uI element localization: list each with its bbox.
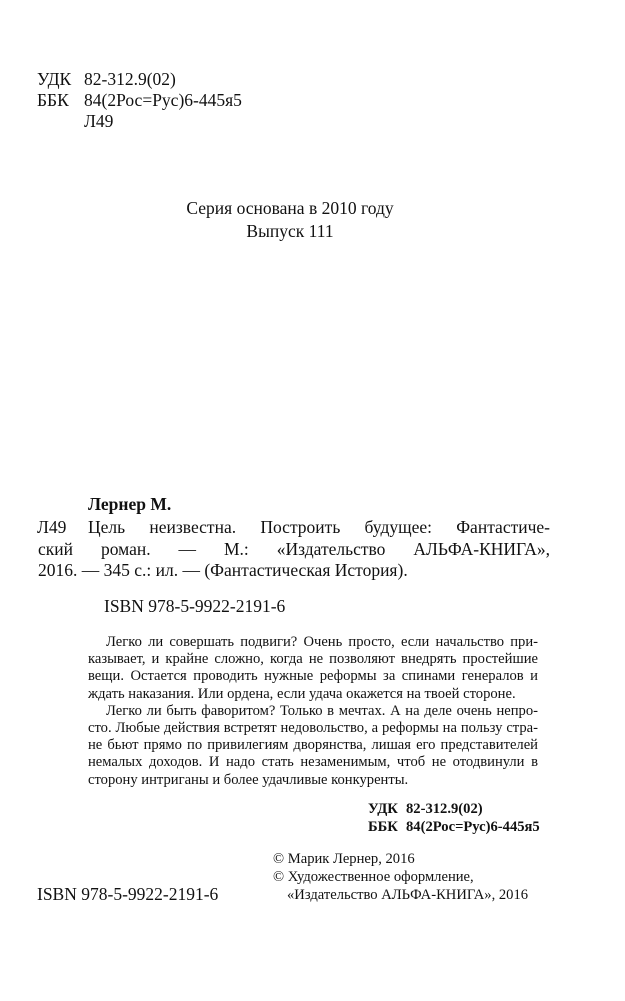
author-sign-value: Л49	[84, 111, 114, 131]
bib-line: ский роман. — М.: «Издательство АЛЬФА-КНИГА»,	[38, 538, 550, 559]
copyright-author: © Марик Лернер, 2016	[273, 851, 415, 867]
author-mark: Л49	[37, 517, 67, 537]
udk-code-value: 82-312.9(02)	[406, 801, 483, 817]
bbk-line	[37, 90, 242, 111]
annotation-line: сторону интриганы и более удачливые конкуренты.	[88, 771, 409, 788]
bbk-code-value: 84(2Рос=Рус)6-445я5	[406, 819, 540, 835]
annotation-line: ждать наказания. Или ордена, если удача окажется на твоей стороне.	[88, 685, 516, 702]
annotation-line: казывает, и крайне сложно, когда не позволяют внедрять простейшие	[88, 651, 538, 668]
isbn-bottom: ISBN 978-5-9922-2191-6	[37, 884, 219, 904]
udk-key: УДК	[37, 69, 72, 89]
series-issue: Выпуск 111	[246, 221, 334, 241]
annotation-line: немалых доходов. И надо стать незаменимым, чтоб не отодвинули в	[88, 754, 538, 771]
udk-line	[37, 69, 242, 90]
series-founded: Серия основана в 2010 году	[186, 198, 394, 218]
series-block	[120, 197, 460, 243]
annotation-line: Легко ли быть фаворитом? Только в мечтах. А на деле очень непро-	[106, 702, 538, 719]
annotation-line: вещи. Остается проводить нужные реформы за спинами генералов и	[88, 668, 538, 685]
annotation-line: Легко ли совершать подвиги? Очень просто, если начальство при-	[106, 634, 538, 650]
bbk-code-key: ББК	[368, 819, 398, 835]
udk-value: 82-312.9(02)	[84, 69, 176, 89]
udk-code-key: УДК	[368, 801, 398, 817]
annotation-line: сто. Любые действия встретят недовольство, а реформы на пользу стра-	[88, 720, 538, 737]
copyright-publisher: «Издательство АЛЬФА-КНИГА», 2016	[287, 887, 529, 903]
author-sign-line	[37, 111, 242, 132]
bbk-value: 84(2Рос=Рус)6-445я5	[84, 90, 242, 110]
bib-line: Цель неизвестна. Построить будущее: Фантастиче-	[88, 517, 550, 537]
annotation	[88, 634, 538, 789]
classification-block	[37, 69, 242, 132]
annotation-line: не бьют прямо по привилегиям дворянства, лишая его представителей	[88, 737, 538, 754]
bbk-key: ББК	[37, 90, 69, 110]
author-name: Лернер М.	[88, 494, 172, 514]
copyright-design: © Художественное оформление,	[273, 869, 474, 885]
bbk-code-line	[368, 818, 540, 836]
isbn-main: ISBN 978-5-9922-2191-6	[104, 596, 286, 616]
codes-block	[368, 800, 540, 836]
copyright-block	[273, 850, 528, 904]
bib-line: 2016. — 345 с.: ил. — (Фантастическая История).	[38, 560, 408, 580]
udk-code-line	[368, 800, 540, 818]
